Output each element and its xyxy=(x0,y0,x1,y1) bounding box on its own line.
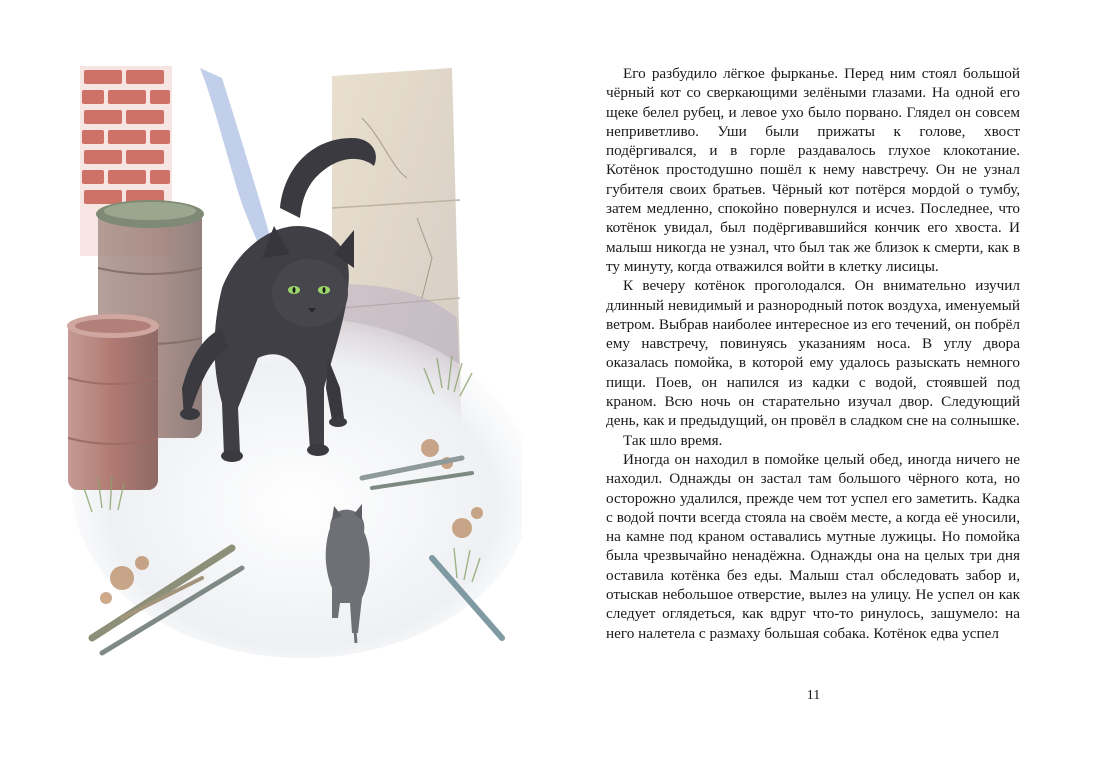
story-text xyxy=(606,64,1020,643)
illustration-black-cat-and-kitten xyxy=(62,58,522,673)
front-barrel xyxy=(67,314,159,490)
page-number: 11 xyxy=(806,688,821,703)
paragraph: Его разбудило лёгкое фырканье. Перед ним стоял большой чёрный кот со сверкающими зелёными глазами. На одной его щеке белел рубец, и левое ухо было порвано. Глядел он совсем неприветливо. Уши были прижаты к голове, хвост подёргивался, и в горле раздавалось глухое клокотание. Котёнок простодушно пошёл к нему навстречу. Он не узнал губителя своих братьев. Чёрный кот потёрся мордой о тумбу, затем медленно, спокойно повернулся и исчез. Последнее, что котёнок увидал, был подёргивавшийся кончик его хвоста. И малыш никогда не узнал, что был так же близок к смерти, как в ту минуту, когда отважился войти в клетку лисицы. xyxy=(606,65,1020,275)
sky-streak xyxy=(200,68,272,248)
paragraph: К вечеру котёнок проголодался. Он внимательно изучил длинный невидимый и разнородный поток воздуха, именуемый ветром. Выбрав наиболее интересное из его течений, он побрёл ему навстречу, повинуясь указаниям носа. В углу двора оказалась помойка, в которой ему удалось разыскать немного пищи. Поев, он напился из кадки с водой, стоявшей под краном. Всю ночь он старательно изучал двор. Следующий день, как и предыдущий, он провёл в сладком сне на солнышке. xyxy=(606,277,1020,430)
paragraph: Так шло время. xyxy=(623,431,723,449)
paragraph: Иногда он находил в помойке целый обед, иногда ничего не находил. Однажды он застал там большого чёрного кота, но осторожно удалился, прежде чем тот успел его заметить. Кадка с водой почти всегда стояла на своём месте, а когда её уносили, на камне под краном оставались мутные лужицы. Но помойка была чрезвычайно ненадёжна. Однажды она на целых три дня оставила котёнка без еды. Малыш стал обследовать забор и, отыскав небольшое отверстие, вылез на улицу. Не успел он как следует оглядеться, как вдруг что-то ринулось, зашумело: на него налетела с размаху большая собака. Котёнок едва успел xyxy=(606,450,1020,642)
